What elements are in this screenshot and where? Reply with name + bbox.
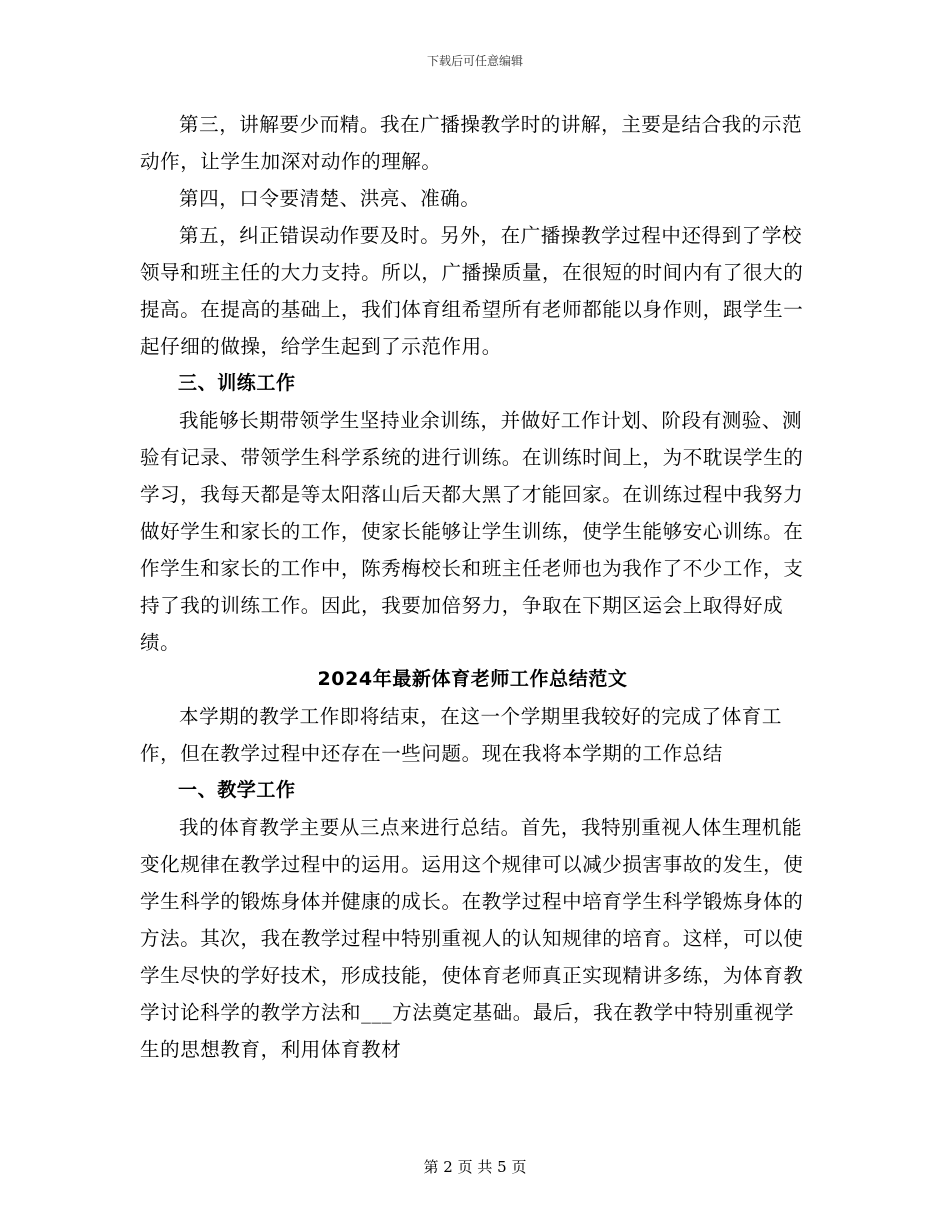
paragraph-intro: 本学期的教学工作即将结束，在这一个学期里我较好的完成了体育工作，但在教学过程中还存在一些问题。现在我将本学期的工作总结	[140, 705, 783, 765]
paragraph-point-five: 第五，纠正错误动作要及时。另外，在广播操教学过程中还得到了学校领导和班主任的大力支持。所以，广播操质量，在很短的时间内有了很大的提高。在提高的基础上，我们体育组希望所有老师都能以身作则，跟学生一起仔细的做操，给学生起到了示范作用。	[140, 224, 804, 358]
section-heading-teaching: 一、教学工作	[178, 779, 296, 801]
paragraph-point-four: 第四，口令要清楚、洪亮、准确。	[179, 187, 481, 210]
document-body	[140, 106, 805, 1068]
paragraph-teaching: 我的体育教学主要从三点来进行总结。首先，我特别重视人体生理机能变化规律在教学过程中的运用。运用这个规律可以减少损害事故的发生，使学生科学的锻炼身体并健康的成长。在教学过程中培育学生科学锻炼身体的方法。其次，我在教学过程中特别重视人的认知规律的培育。这样，可以使学生尽快的学好技术，形成技能，使体育老师真正实现精讲多练，为体育教学讨论科学的教学方法和___方法奠定基础。最后，我在教学中特别重视学生的思想教育，利用体育教材	[140, 816, 804, 1061]
section-heading-training: 三、训练工作	[178, 372, 296, 394]
page-header: 下载后可任意编辑	[426, 54, 523, 68]
page-number: 第 2 页 共 5 页	[423, 1158, 527, 1176]
paragraph-point-three: 第三，讲解要少而精。我在广播操教学时的讲解，主要是结合我的示范动作，让学生加深对动作的理解。	[140, 113, 803, 173]
article-title: 2024年最新体育老师工作总结范文	[317, 668, 628, 690]
paragraph-training: 我能够长期带领学生坚持业余训练，并做好工作计划、阶段有测验、测验有记录、带领学生科学系统的进行训练。在训练时间上，为不耽误学生的学习，我每天都是等太阳落山后天都大黑了才能回家。在训练过程中我努力做好学生和家长的工作，使家长能够让学生训练，使学生能够安心训练。在作学生和家长的工作中，陈秀梅校长和班主任老师也为我作了不少工作，支持了我的训练工作。因此，我要加倍努力，争取在下期区运会上取得好成绩。	[140, 409, 804, 654]
